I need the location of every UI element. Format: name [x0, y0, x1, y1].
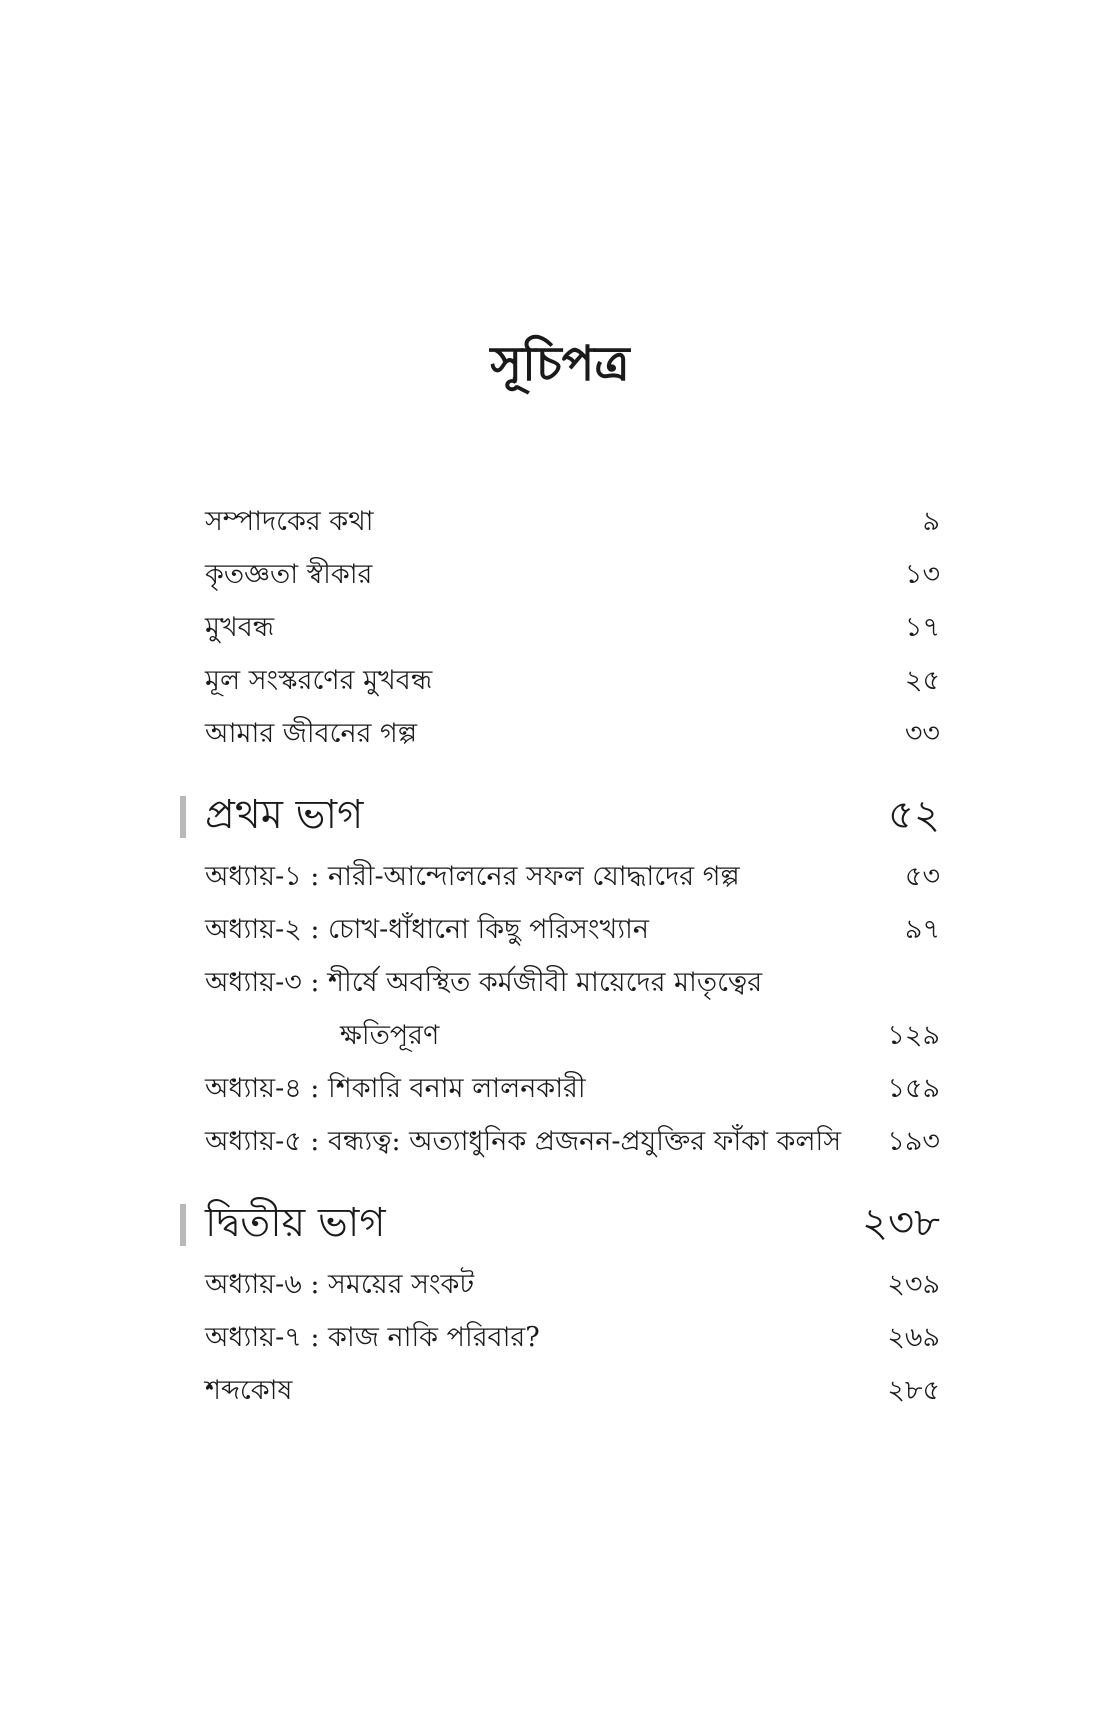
- chapter-number: অধ্যায়-৩ :: [205, 967, 320, 998]
- chapter-number: অধ্যায়-৫ :: [205, 1126, 320, 1157]
- toc-entry-label: মুখবন্ধ: [205, 612, 275, 643]
- toc-entry-page: ২৮৫: [887, 1375, 940, 1406]
- chapter-text: [205, 956, 762, 1009]
- chapter-title: কাজ নাকি পরিবার?: [328, 1322, 540, 1353]
- table-of-contents: [205, 495, 940, 1417]
- chapter-text: [205, 850, 740, 903]
- chapter-number: অধ্যায়-৬ :: [205, 1269, 320, 1300]
- chapter-text: [205, 1311, 540, 1364]
- toc-entry-page: ১৫৯: [887, 1073, 940, 1104]
- toc-entry-label: সম্পাদকের কথা: [205, 506, 374, 537]
- toc-chapter-2[interactable]: [205, 903, 940, 956]
- toc-entry-page: ১৯৩: [887, 1126, 940, 1157]
- chapter-number: অধ্যায়-৭ :: [205, 1322, 320, 1353]
- chapter-title: চোখ-ধাঁধানো কিছু পরিসংখ্যান: [328, 914, 649, 945]
- toc-chapter-4[interactable]: [205, 1062, 940, 1115]
- chapter-text: [205, 1062, 586, 1115]
- toc-entry-original-preface[interactable]: [205, 654, 940, 707]
- chapter-text: [205, 903, 649, 956]
- chapter-title: শিকারি বনাম লালনকারী: [328, 1073, 586, 1104]
- toc-entry-label: শব্দকোষ: [205, 1375, 293, 1406]
- chapter-text: [205, 1258, 474, 1311]
- chapter-number: অধ্যায়-৪ :: [205, 1073, 320, 1104]
- toc-chapter-6[interactable]: [205, 1258, 940, 1311]
- part-heading-2[interactable]: [205, 1188, 940, 1258]
- toc-entry-page: ৫৩: [904, 861, 940, 892]
- toc-chapter-5[interactable]: [205, 1115, 940, 1168]
- page-title: সূচিপত্র: [490, 336, 630, 392]
- chapter-title-continued: ক্ষতিপূরণ: [340, 1020, 440, 1051]
- toc-entry-page: ৯: [922, 506, 940, 537]
- part-marker-bar: [180, 1204, 186, 1246]
- part-label: প্রথম ভাগ: [205, 792, 364, 838]
- toc-entry-label: আমার জীবনের গল্প: [205, 718, 418, 749]
- toc-entry-page: ২৩৯: [887, 1269, 940, 1300]
- chapter-title: সময়ের সংকট: [328, 1269, 475, 1300]
- toc-entry-page: ২৬৯: [887, 1322, 940, 1353]
- chapter-text: [205, 1115, 841, 1168]
- toc-entry-page: ২৫: [904, 665, 940, 696]
- part-marker-bar: [180, 796, 186, 838]
- toc-entry-page: ৯৭: [904, 914, 940, 945]
- toc-entry-page: ১৭: [904, 612, 940, 643]
- chapter-number: অধ্যায়-২ :: [205, 914, 320, 945]
- toc-chapter-3[interactable]: [205, 956, 940, 1009]
- chapter-title: শীর্ষে অবস্থিত কর্মজীবী মায়েদের মাতৃত্বের: [328, 967, 763, 998]
- toc-entry-life-story[interactable]: [205, 707, 940, 760]
- part-heading-1[interactable]: [205, 780, 940, 850]
- part-page: ৫২: [888, 792, 940, 838]
- toc-entry-label: মূল সংস্করণের মুখবন্ধ: [205, 665, 433, 696]
- toc-entry-acknowledgement[interactable]: [205, 548, 940, 601]
- chapter-number: অধ্যায়-১ :: [205, 861, 320, 892]
- toc-entry-glossary[interactable]: [205, 1364, 940, 1417]
- toc-chapter-1[interactable]: [205, 850, 940, 903]
- toc-entry-page: ১২৯: [887, 1020, 940, 1051]
- toc-entry-page: ৩৩: [904, 718, 940, 749]
- chapter-title: বন্ধ্যত্ব: অত্যাধুনিক প্রজনন-প্রযুক্তির ফাঁকা কলসি: [328, 1126, 842, 1157]
- toc-chapter-7[interactable]: [205, 1311, 940, 1364]
- toc-entry-page: ১৩: [904, 559, 940, 590]
- toc-entry-preface[interactable]: [205, 601, 940, 654]
- part-page: ২৩৮: [862, 1200, 940, 1246]
- chapter-title: নারী-আন্দোলনের সফল যোদ্ধাদের গল্প: [328, 861, 740, 892]
- toc-entry-label: কৃতজ্ঞতা স্বীকার: [205, 559, 373, 590]
- part-label: দ্বিতীয় ভাগ: [205, 1200, 386, 1246]
- toc-entry-editor-note[interactable]: [205, 495, 940, 548]
- toc-chapter-3-continued[interactable]: [205, 1009, 940, 1062]
